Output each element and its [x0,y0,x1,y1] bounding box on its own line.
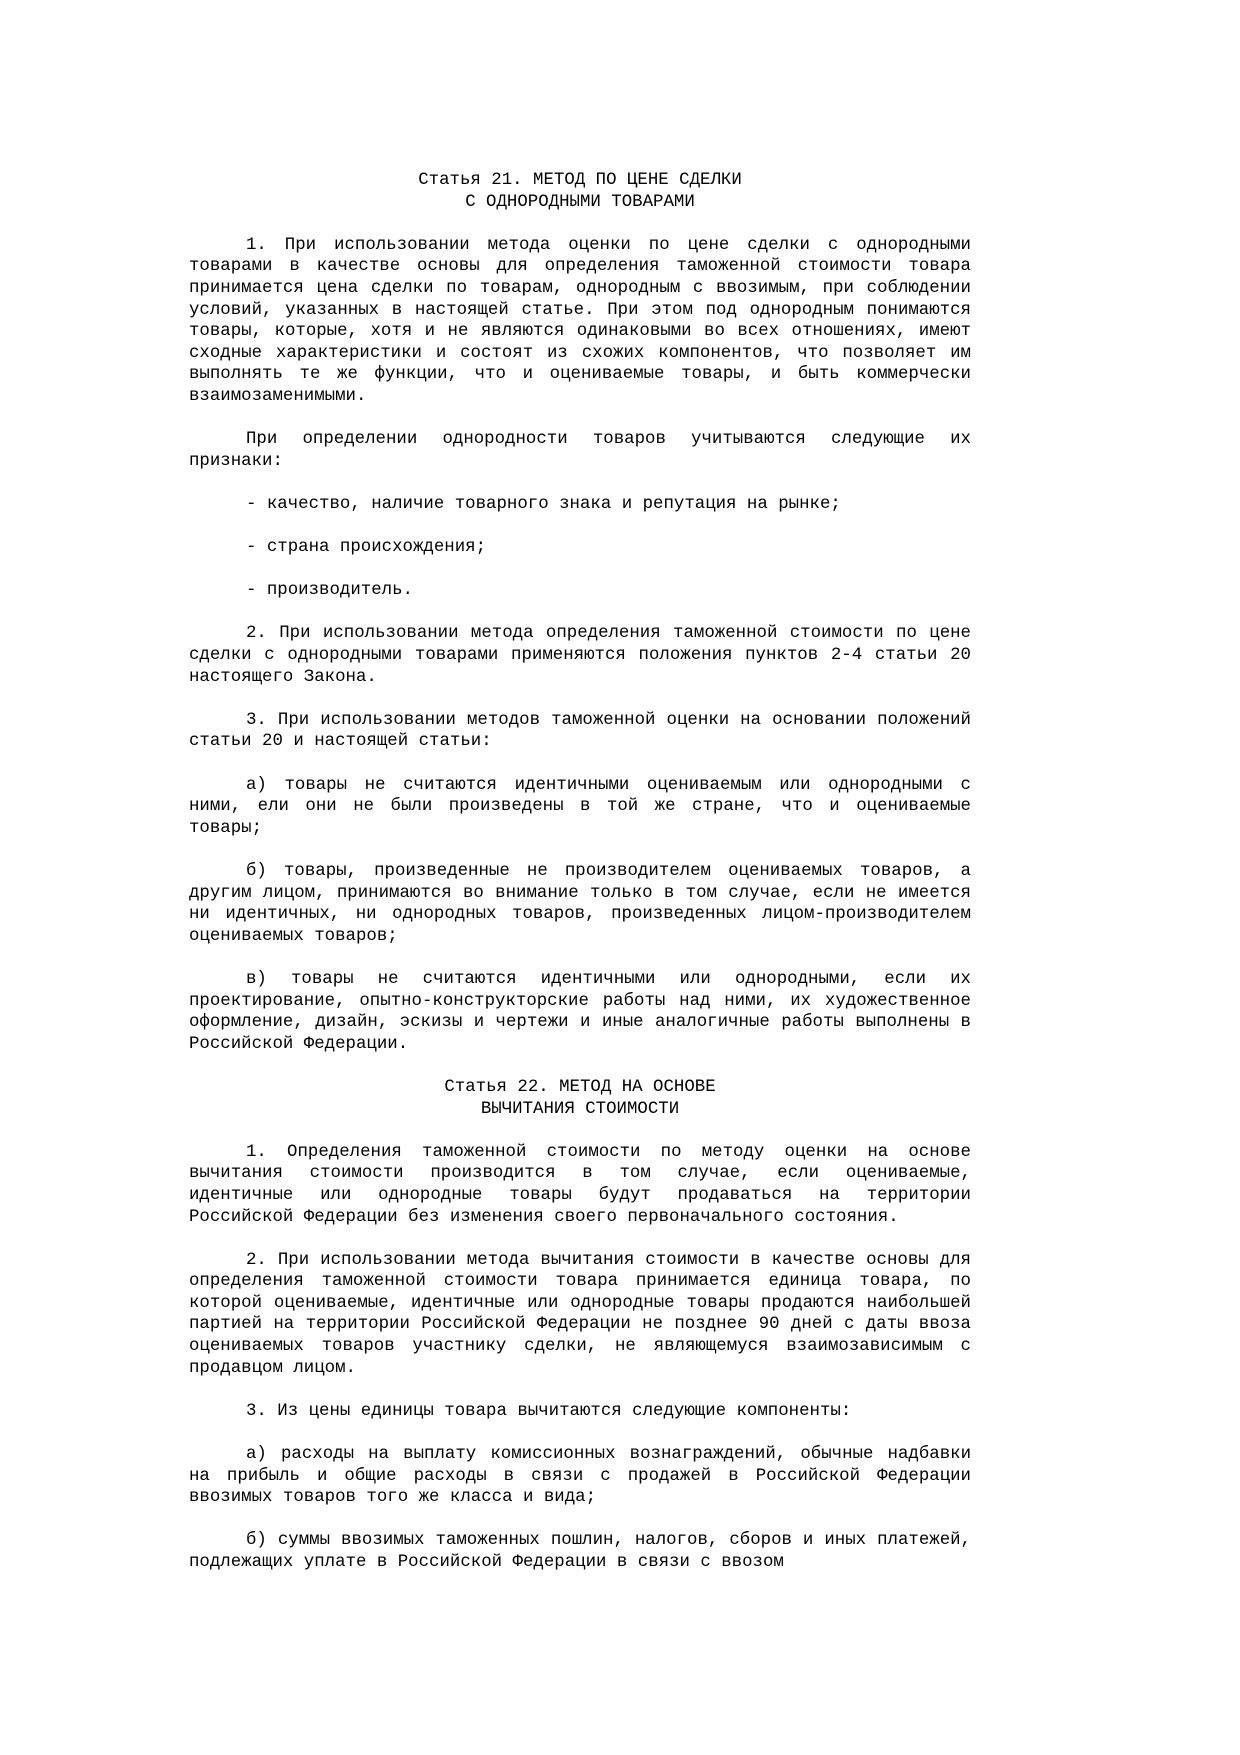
article-22-paragraph-4: а) расходы на выплату комиссионных вознаграждений, обычные надбавки на прибыль и общие расходы в связи с продажей в Российской Федерации ввозимых товаров того же класса и вида; [189,1445,971,1508]
article-22-paragraph-2: 2. При использовании метода вычитания стоимости в качестве основы для определения таможенной стоимости товара принимается единица товара, по которой оцениваемые, идентичные или однородные товары продаются наибольшей партией на территории Российской Федерации не позднее 90 дней с даты ввоза оцениваемых товаров участнику сделки, не являющемуся взаимозависимым с продавцом лицом. [189,1250,971,1378]
article-21-bullet-manufacturer: - производитель. [246,581,413,601]
article-21-paragraph-4: 3. При использовании методов таможенной оценки на основании положений статьи 20 и настоящей статьи: [189,710,971,752]
article-21-paragraph-3: 2. При использовании метода определения таможенной стоимости по цене сделки с однородными товарами применяются положения пунктов 2-4 статьи 20 настоящего Закона. [189,624,971,687]
article-21-paragraph-7: в) товары не считаются идентичными или однородными, если их проектирование, опытно-конструкторские работы над ними, их художественное оформление, дизайн, эскизы и чертежи и иные аналогичные работы выполнены в Российской Федерации. [189,969,971,1054]
article-21-bullet-origin: - страна происхождения; [246,538,487,558]
article-21-bullet-quality: - качество, наличие товарного знака и репутация на рынке; [246,494,841,514]
article-22-heading: Статья 22. МЕТОД НА ОСНОВЕ ВЫЧИТАНИЯ СТОИМОСТИ [444,1077,716,1119]
article-22-paragraph-5: б) суммы ввозимых таможенных пошлин, налогов, сборов и иных платежей, подлежащих уплате в Российской Федерации в связи с ввозом [189,1531,971,1572]
article-21-paragraph-2: При определении однородности товаров учитываются следующие их признаки: [189,430,971,471]
article-21-heading: Статья 21. МЕТОД ПО ЦЕНЕ СДЕЛКИ С ОДНОРОДНЫМИ ТОВАРАМИ [418,171,742,212]
document-page [189,170,971,1595]
article-21-paragraph-6: б) товары, произведенные не производителем оцениваемых товаров, а другим лицом, принимаются во внимание только в том случае, если не имеется ни идентичных, ни однородных товаров, произведенных лицом-производителем оцениваемых товаров; [189,862,971,946]
article-21-paragraph-1: 1. При использовании метода оценки по цене сделки с однородными товарами в качестве основы для определения таможенной стоимости товара принимается цена сделки по товарам, однородным с ввозимым, при соблюдении условий, указанных в настоящей статье. При этом под однородным понимаются товары, которые, хотя и не являются одинаковыми во всех отношениях, имеют сходные характеристики и состоят из схожих компонентов, что позволяет им выполнять те же функции, что и оцениваемые товары, и быть коммерчески взаимозаменимыми. [189,235,971,406]
article-22-paragraph-1: 1. Определения таможенной стоимости по методу оценки на основе вычитания стоимости производится в том случае, если оцениваемые, идентичные или однородные товары будут продаваться на территории Российской Федерации без изменения своего первоначального состояния. [189,1142,971,1227]
article-22-paragraph-3: 3. Из цены единицы товара вычитаются следующие компоненты: [246,1401,852,1421]
article-21-paragraph-5: а) товары не считаются идентичными оцениваемым или однородными с ними, ели они не были произведены в той же стране, что и оцениваемые товары; [189,775,971,838]
